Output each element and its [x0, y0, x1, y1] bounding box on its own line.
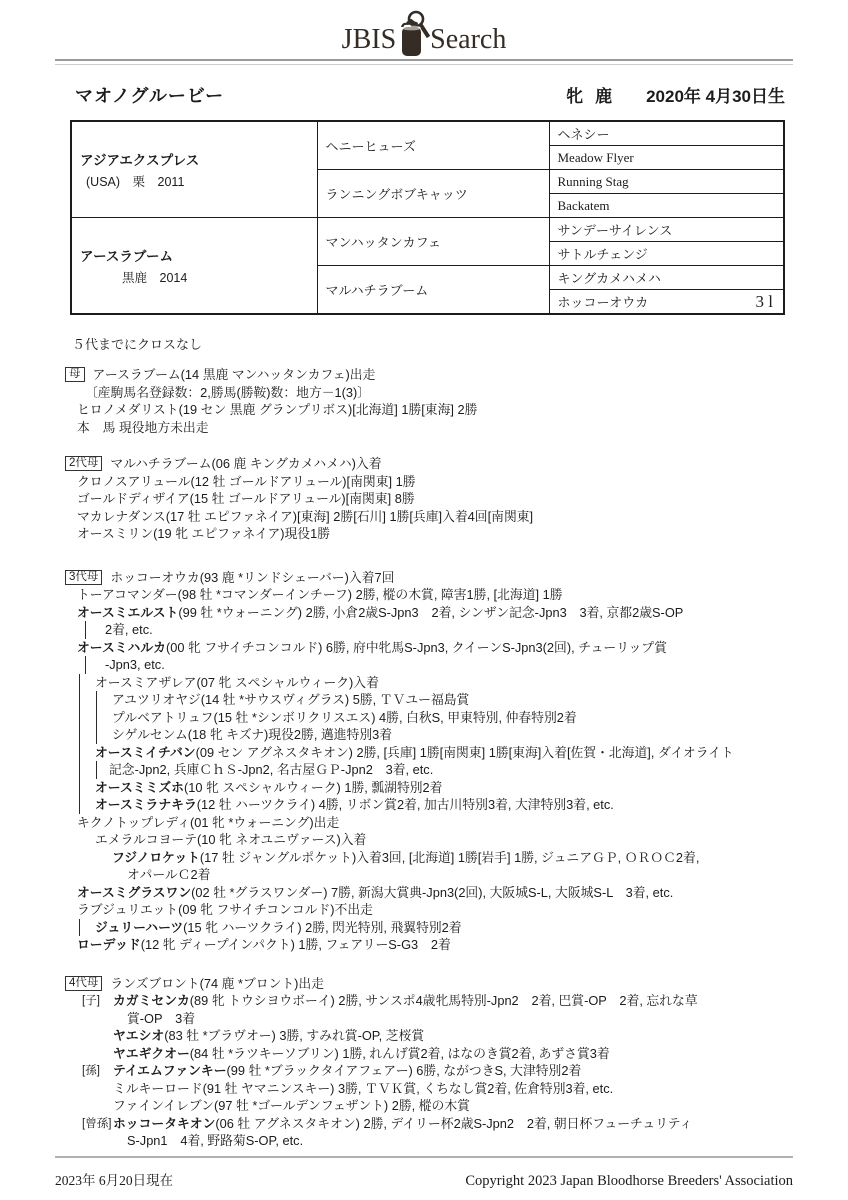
- gp-cell: Running Stag: [549, 170, 784, 194]
- horse-record: (07 牝 スペシャルウィーク)入着: [196, 674, 379, 690]
- copyright-text: Copyright 2023 Japan Bloodhorse Breeders' Association: [465, 1173, 793, 1189]
- dam-sire-cell: マンハッタンカフェ: [317, 218, 549, 266]
- page-footer: [55, 1156, 793, 1190]
- jbis-search-logo: [55, 0, 793, 54]
- horse-name: オースミラナキラ: [95, 797, 197, 812]
- gp-cell: ヘネシー: [549, 121, 784, 146]
- pedigree-line: [55, 901, 793, 919]
- pedigree-line: [55, 1062, 793, 1080]
- horse-name: ジュリーハーツ: [95, 919, 184, 935]
- horse-name: テイエムファンキー: [113, 1063, 227, 1078]
- line-body: [55, 992, 698, 1010]
- line-body: [55, 691, 469, 709]
- dam-cell: [71, 218, 317, 315]
- tree-connector-line: [85, 656, 86, 674]
- pedigree-line: [55, 1010, 793, 1028]
- sire-name: アジアエクスプレス: [80, 153, 200, 168]
- horse-record: (00 牝 フサイチコンコルド) 6勝, 府中牝馬S-Jpn3, クイーンS-Jpn3(2回), チューリップ賞: [165, 639, 667, 655]
- pedigree-section: [55, 975, 793, 1150]
- gp-cell: [549, 290, 784, 315]
- line-body: [55, 849, 699, 867]
- pedigree-section: [55, 569, 793, 954]
- line-body: [55, 508, 533, 526]
- horse-record: (84 牡 *ラツキーソブリン) 1勝, れんげ賞2着, はなのき賞2着, あずさ賞3着: [189, 1045, 610, 1061]
- line-body: [55, 901, 373, 919]
- title-row: [55, 82, 793, 108]
- horse-name: キクノトップレディ: [77, 814, 190, 830]
- pedigree-line: [55, 621, 793, 639]
- generation-label: 2代母: [65, 456, 102, 471]
- line-text: オパールＣ2着: [127, 867, 211, 882]
- pedigree-line: [55, 709, 793, 727]
- line-body: [55, 796, 614, 814]
- horse-name: オースミミズホ: [95, 779, 184, 795]
- line-body: [55, 604, 683, 622]
- line-body: [55, 1080, 613, 1098]
- logo-text-jbis: JBIS: [341, 24, 397, 55]
- horse-birthdate: 2020年 4月30日生: [646, 87, 785, 106]
- dam-line-name: マルハチラブーム(06 鹿 キングカメハメハ)入着: [110, 456, 382, 471]
- line-body: [55, 884, 673, 902]
- horse-record: (15 牡 *シンボリクリスエス) 4勝, 白秋S, 甲東特別, 仲春特別2着: [213, 709, 577, 725]
- pedigree-line: [55, 490, 793, 508]
- horse-name: ゴールドディザイア: [77, 491, 190, 506]
- line-body: [55, 586, 563, 604]
- horse-record: (14 牡 *サウスヴィグラス) 5勝, ＴＶユー福島賞: [200, 692, 470, 707]
- pedigree-line: [55, 814, 793, 832]
- gp-cell: Backatem: [549, 194, 784, 218]
- horse-record: (99 牡 *ウォーニング) 2勝, 小倉2歳S-Jpn3 2着, シンザン記念-Jpn3 3着, 京都2歳S-OP: [178, 604, 684, 620]
- pedigree-line: [55, 1080, 793, 1098]
- line-body: [55, 674, 379, 692]
- horse-profile: [566, 82, 785, 107]
- pedigree-line: [55, 884, 793, 902]
- pedigree-line: [55, 761, 793, 779]
- generation-label: 4代母: [65, 976, 102, 991]
- line-body: [55, 1115, 692, 1133]
- horse-record: (02 牡 *グラスワンダー) 7勝, 新潟大賞典-Jpn3(2回), 大阪城S-L, 大阪城S-L 3着, etc.: [191, 884, 674, 900]
- logo-text-search: Search: [430, 24, 507, 55]
- dam-line-name: ランズブロント(74 鹿 *ブロント)出走: [110, 975, 325, 991]
- pedigree-line: [55, 525, 793, 543]
- horse-magnifier-icon: [395, 10, 431, 58]
- horse-record: (12 牝 ディープインパクト) 1勝, フェアリーS-G3 2着: [140, 937, 451, 952]
- horse-name: ラブジュリエット: [77, 902, 179, 917]
- horse-record: (19 セン 黒鹿 グランプリボス)[北海道] 1勝[東海] 2勝: [178, 402, 478, 417]
- line-text: 本 馬 現役地方未出走: [77, 419, 209, 435]
- gp-cell: キングカメハメハ: [549, 266, 784, 290]
- line-body: [55, 1045, 610, 1063]
- pedigree-section: [55, 366, 793, 436]
- dam-detail: 黒鹿 2014: [122, 271, 188, 285]
- line-body: [55, 1062, 581, 1080]
- line-body: [55, 525, 330, 543]
- gp-cell: サンデーサイレンス: [549, 218, 784, 242]
- tree-connector-line: [79, 674, 80, 692]
- horse-record: (01 牝 *ウォーニング)出走: [190, 814, 340, 830]
- pedigree-line: [55, 919, 793, 937]
- line-body: [55, 490, 415, 508]
- pedigree-line: [55, 419, 793, 437]
- relation-tag: [曾孫]: [82, 1117, 112, 1130]
- pedigree-line: [55, 849, 793, 867]
- horse-name: オースミリン: [77, 526, 154, 541]
- line-body: [55, 744, 734, 762]
- horse-name: オースミグラスワン: [77, 884, 192, 900]
- horse-name: ホッコータキオン: [113, 1115, 216, 1131]
- line-body: [55, 709, 577, 727]
- line-text: S-Jpn1 4着, 野路菊S-OP, etc.: [127, 1133, 304, 1148]
- horse-name: シゲルセンム: [112, 727, 188, 742]
- gp-cell: サトルチェンジ: [549, 242, 784, 266]
- pedigree-line: [55, 1097, 793, 1115]
- line-body: [55, 401, 477, 419]
- horse-record: (09 セン アグネスタキオン) 2勝, [兵庫] 1勝[南関東] 1勝[東海]入着[佐賀・北海道], ダイオライト: [195, 744, 734, 760]
- pedigree-table: [70, 120, 785, 315]
- line-text: 記念-Jpn2, 兵庫ＣｈＳ-Jpn2, 名古屋ＧＰ-Jpn2 3着, etc.: [109, 762, 434, 777]
- horse-record: (15 牡 ゴールドアリュール)[南関東] 8勝: [189, 491, 415, 506]
- tree-connector-line: [79, 779, 80, 797]
- line-text: -Jpn3, etc.: [105, 657, 165, 672]
- female-family-sections: [55, 366, 793, 1150]
- line-body: [55, 779, 442, 797]
- tree-connector-line: [79, 691, 80, 709]
- dam-name: アースラブーム: [80, 249, 174, 264]
- section-header: [55, 455, 793, 473]
- horse-name: オースミエルスト: [77, 604, 179, 620]
- pedigree-line: [55, 1132, 793, 1150]
- pedigree-line: [55, 691, 793, 709]
- pedigree-line: [55, 831, 793, 849]
- pedigree-line: [55, 508, 793, 526]
- header-divider: [55, 59, 793, 65]
- section-header: [55, 366, 793, 384]
- line-text: 〔産駒馬名登録数：2,勝馬(勝鞍)数：地方－1(3)〕: [85, 384, 371, 400]
- gp-name: ホッコーオウカ: [557, 295, 649, 310]
- pedigree-section: [55, 455, 793, 543]
- horse-coat: 鹿: [595, 87, 613, 106]
- horse-record: (15 牝 ハーツクライ) 2勝, 閃光特別, 飛翼特別2着: [183, 919, 462, 935]
- horse-name: アユツリオヤジ: [112, 692, 201, 707]
- horse-record: (09 牝 フサイチコンコルド)不出走: [178, 902, 373, 917]
- horse-name: カガミセンカ: [113, 993, 190, 1008]
- horse-record: (12 牡 ハーツクライ) 4勝, リボン賞2着, 加古川特別3着, 大津特別3着, etc.: [196, 797, 614, 812]
- tree-connector-line: [96, 726, 97, 744]
- horse-record: (83 牡 *ブラヴオー) 3勝, すみれ賞-OP, 芝桜賞: [164, 1028, 425, 1043]
- horse-record: (17 牡 ジャングルポケット)入着3回, [北海道] 1勝[岩手] 1勝, ジュニアＧＰ, ＯＲＯＣ2着,: [199, 849, 700, 865]
- pedigree-line: [55, 384, 793, 402]
- horse-name: ヒロノメダリスト: [77, 402, 179, 417]
- horse-name-title: マオノグルービー: [75, 86, 225, 106]
- pedigree-line: [55, 473, 793, 491]
- dam-line-name: アースラブーム(14 黒鹿 マンハッタンカフェ)出走: [92, 367, 376, 382]
- horse-record: (10 牝 スペシャルウィーク) 1勝, 瓢湖特別2着: [183, 779, 443, 795]
- tree-connector-line: [96, 761, 97, 779]
- tree-connector-line: [85, 621, 86, 639]
- line-body: [55, 936, 451, 954]
- pedigree-line: [55, 639, 793, 657]
- horse-name: オースミアザレア: [95, 674, 197, 690]
- as-of-date: 2023年 6月20日現在: [55, 1173, 174, 1188]
- tree-connector-line: [79, 796, 80, 814]
- horse-record: (18 牝 キズナ)現役2勝, 邁進特別3着: [187, 727, 393, 742]
- horse-name: ファインイレブン: [113, 1098, 214, 1113]
- line-text: 賞-OP 3着: [127, 1010, 196, 1026]
- tree-connector-line: [79, 709, 80, 727]
- dam-line-name: ホッコーオウカ(93 鹿 *リンドシェーバー)入着7回: [110, 569, 395, 585]
- sire-sire-cell: ヘニーヒューズ: [317, 121, 549, 170]
- generation-label: 3代母: [65, 570, 102, 585]
- tree-connector-line: [96, 691, 97, 709]
- relation-tag: [子]: [82, 995, 100, 1007]
- horse-record: (06 牡 アグネスタキオン) 2勝, デイリー杯2歳S-Jpn2 2着, 朝日杯フューチュリティ: [215, 1115, 693, 1131]
- line-body: [55, 1097, 470, 1115]
- pedigree-line: [55, 1027, 793, 1045]
- line-body: [55, 919, 462, 937]
- family-number: 3 l: [755, 291, 773, 311]
- sire-detail: (USA) 栗 2011: [86, 175, 185, 189]
- line-body: [55, 473, 416, 491]
- horse-name: トーアコマンダー: [77, 587, 178, 602]
- sire-dam-cell: ランニングボブキャッツ: [317, 170, 549, 218]
- horse-record: (19 牝 エピファネイア)現役1勝: [153, 526, 331, 541]
- pedigree-line: [55, 401, 793, 419]
- horse-record: (10 牝 ネオユニヴァース)入着: [197, 832, 367, 847]
- line-body: [55, 1027, 424, 1045]
- tree-connector-line: [79, 919, 80, 937]
- tree-connector-line: [79, 761, 80, 779]
- cross-note: ５代までにクロスなし: [72, 337, 203, 352]
- horse-record: (99 牡 *ブラックタイアフェアー) 6勝, ながつきS, 大津特別2着: [226, 1063, 582, 1078]
- generation-label: 母: [65, 367, 85, 382]
- horse-record: (98 牡 *コマンダーインチーフ) 2勝, 樅の木賞, 障害1勝, [北海道] 1勝: [177, 587, 563, 602]
- relation-tag: [孫]: [82, 1065, 100, 1077]
- line-body: [55, 726, 392, 744]
- horse-name: ヤエギクオー: [113, 1045, 190, 1061]
- horse-name: フジノロケット: [112, 849, 200, 865]
- horse-record: (91 牡 ヤマニンスキー) 3勝, ＴＶＫ賞, くちなし賞2着, 佐倉特別3着, etc.: [202, 1080, 614, 1096]
- horse-sex: 牝: [566, 87, 584, 106]
- horse-name: ローデッド: [77, 937, 141, 952]
- pedigree-line: [55, 744, 793, 762]
- line-body: [55, 831, 366, 849]
- line-text: 2着, etc.: [105, 622, 153, 637]
- horse-name: エメラルコヨーテ: [95, 832, 197, 847]
- horse-name: プルベアトリュフ: [112, 709, 214, 725]
- section-header: [55, 569, 793, 587]
- section-header: [55, 975, 793, 993]
- horse-name: ミルキーロード: [113, 1080, 203, 1096]
- horse-record: (97 牡 *ゴールデンフェザント) 2勝, 樅の木賞: [213, 1098, 470, 1113]
- horse-name: マカレナダンス: [77, 508, 166, 524]
- pedigree-line: [55, 779, 793, 797]
- gp-cell: Meadow Flyer: [549, 146, 784, 170]
- pedigree-line: [55, 604, 793, 622]
- pedigree-line: [55, 936, 793, 954]
- pedigree-line: [55, 674, 793, 692]
- pedigree-line: [55, 586, 793, 604]
- pedigree-line: [55, 866, 793, 884]
- pedigree-line: [55, 992, 793, 1010]
- line-body: [55, 814, 339, 832]
- pedigree-line: [55, 1115, 793, 1133]
- horse-record: (17 牡 エピファネイア)[東海] 2勝[石川] 1勝[兵庫]入着4回[南関東]: [165, 508, 534, 524]
- horse-name: オースミイチバン: [95, 744, 196, 760]
- line-body: [55, 639, 667, 657]
- horse-record: (89 牝 トウシヨウボーイ) 2勝, サンスポ4歳牝馬特別-Jpn2 2着, 巴賞-OP 2着, 忘れな草: [189, 993, 698, 1008]
- pedigree-line: [55, 656, 793, 674]
- dam-dam-cell: マルハチラブーム: [317, 266, 549, 315]
- tree-connector-line: [96, 709, 97, 727]
- horse-name: オースミハルカ: [77, 639, 166, 655]
- horse-name: ヤエシオ: [113, 1028, 165, 1043]
- pedigree-line: [55, 1045, 793, 1063]
- pedigree-line: [55, 796, 793, 814]
- tree-connector-line: [79, 744, 80, 762]
- pedigree-line: [55, 726, 793, 744]
- horse-record: (12 牡 ゴールドアリュール)[南関東] 1勝: [190, 473, 416, 489]
- horse-name: クロノスアリュール: [77, 473, 191, 489]
- sire-cell: [71, 121, 317, 218]
- tree-connector-line: [79, 726, 80, 744]
